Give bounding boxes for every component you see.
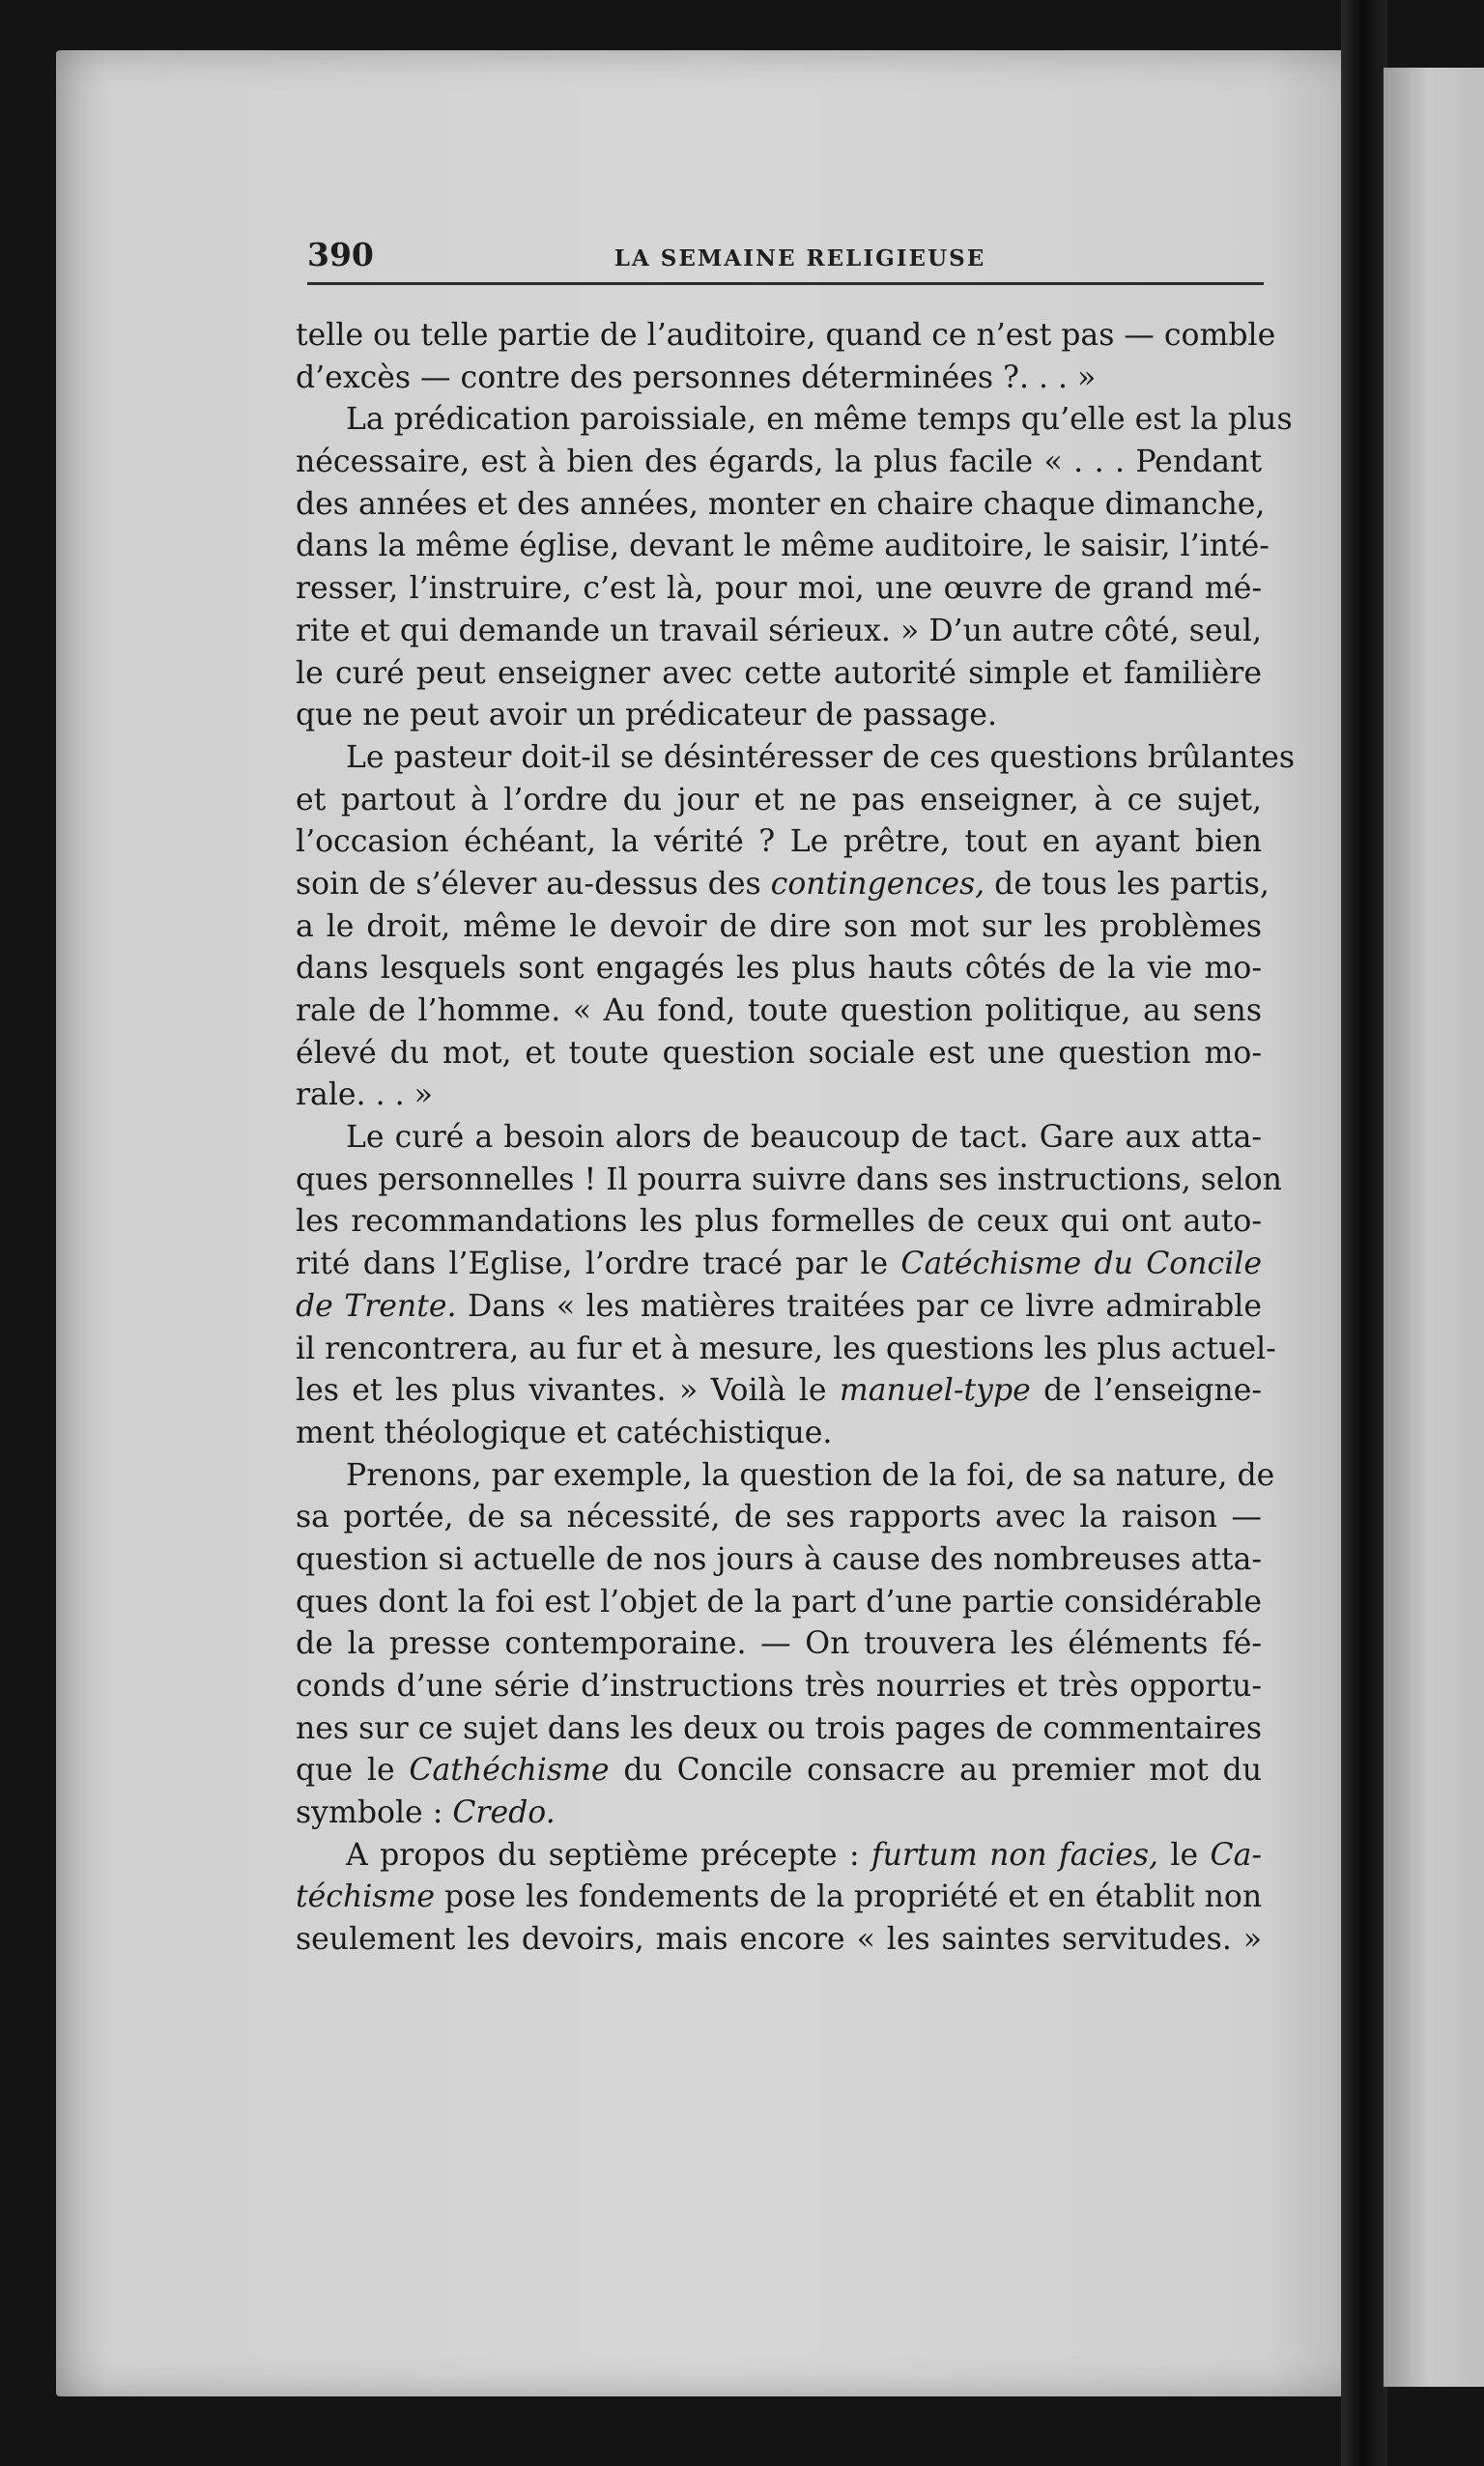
text-line: d’excès — contre des personnes déterminées ?. . . » bbox=[296, 359, 1097, 395]
adjacent-page-edge bbox=[1384, 68, 1484, 2387]
text-line: de la presse contemporaine. — On trouvera les éléments fé- bbox=[296, 1626, 1262, 1662]
text-line: dans lesquels sont engagés les plus hauts côtés de la vie mo- bbox=[296, 951, 1262, 987]
italic-run: contingences, bbox=[770, 866, 985, 902]
text-line: ques dont la foi est l’objet de la part d’une partie considérable bbox=[296, 1584, 1262, 1620]
text-line: ques personnelles ! Il pourra suivre dans ses instructions, selon bbox=[296, 1161, 1282, 1197]
text-line bbox=[296, 1750, 1262, 1792]
text-line: sa portée, de sa nécessité, de ses rapports avec la raison — bbox=[296, 1500, 1262, 1535]
book-spine bbox=[1341, 0, 1387, 2466]
text-line: il rencontrera, au fur et à mesure, les questions les plus actuel- bbox=[296, 1331, 1276, 1366]
text-line: nes sur ce sujet dans les deux ou trois pages de commentaires bbox=[296, 1710, 1262, 1746]
italic-run: Cathéchisme bbox=[409, 1753, 610, 1789]
text-line bbox=[296, 1792, 1262, 1835]
paragraph-4 bbox=[296, 1117, 1282, 1455]
text-line: nécessaire, est à bien des égards, la plus facile « . . . Pendant bbox=[296, 444, 1262, 480]
text-line bbox=[296, 1370, 1262, 1413]
text-line: l’occasion échéant, la vérité ? Le prêtre, tout en ayant bien bbox=[296, 824, 1262, 860]
text-run: pose les fondements de la propriété et en établit non bbox=[434, 1879, 1263, 1915]
text-line bbox=[296, 864, 1270, 906]
italic-run: Ca- bbox=[1210, 1837, 1262, 1873]
text-line: rale. . . » bbox=[296, 1077, 433, 1113]
text-line bbox=[296, 1244, 1262, 1286]
text-line bbox=[296, 1877, 1262, 1919]
text-line: seulement les devoirs, mais encore « les saintes servitudes. » bbox=[296, 1922, 1262, 1958]
italic-run: furtum non facies, bbox=[870, 1837, 1159, 1873]
running-title: LA SEMAINE RELIGIEUSE bbox=[614, 245, 986, 272]
text-line: rale de l’homme. « Au fond, toute question politique, au sens bbox=[296, 993, 1262, 1028]
text-run: Dans « les matières traitées par ce livre admirable bbox=[456, 1288, 1262, 1324]
text-line: rite et qui demande un travail sérieux. » D’un autre côté, seul, bbox=[296, 613, 1262, 648]
body-text bbox=[296, 315, 1296, 1962]
text-line: conds d’une série d’instructions très nourries et très opportu- bbox=[296, 1669, 1262, 1704]
text-line bbox=[296, 1286, 1262, 1329]
text-run: soin de s’élever au-dessus des bbox=[296, 866, 771, 902]
text-run: A propos du septième précepte : bbox=[346, 1837, 871, 1873]
text-line: question si actuelle de nos jours à cause des nombreuses atta- bbox=[296, 1541, 1262, 1577]
paragraph-2 bbox=[296, 399, 1293, 737]
text-line: Le curé a besoin alors de beaucoup de tact. Gare aux atta- bbox=[346, 1120, 1262, 1156]
text-run: symbole : bbox=[296, 1795, 453, 1831]
text-line: que ne peut avoir un prédicateur de passage. bbox=[296, 698, 997, 733]
paragraph-3 bbox=[296, 737, 1296, 1117]
text-line: et partout à l’ordre du jour et ne pas enseigner, à ce sujet, bbox=[296, 782, 1262, 817]
italic-run: manuel-type bbox=[839, 1373, 1031, 1409]
page-header bbox=[307, 236, 1264, 285]
page-number: 390 bbox=[307, 236, 374, 273]
paragraph-6 bbox=[296, 1835, 1262, 1962]
text-run: les et les plus vivantes. » Voilà le bbox=[296, 1373, 840, 1409]
text-line: ment théologique et catéchistique. bbox=[296, 1415, 833, 1450]
text-line: Le pasteur doit-il se désintéresser de ces questions brûlantes bbox=[346, 739, 1296, 775]
text-line: le curé peut enseigner avec cette autorité simple et familière bbox=[296, 655, 1262, 691]
text-line: des années et des années, monter en chaire chaque dimanche, bbox=[296, 486, 1266, 522]
paragraph-1 bbox=[296, 315, 1276, 399]
text-run: le bbox=[1158, 1837, 1211, 1873]
text-line: les recommandations les plus formelles de ceux qui ont auto- bbox=[296, 1204, 1262, 1240]
italic-run: Catéchisme du Concile bbox=[900, 1247, 1262, 1282]
text-run: de tous les partis, bbox=[985, 866, 1270, 902]
text-line: Prenons, par exemple, la question de la foi, de sa nature, de bbox=[346, 1457, 1275, 1493]
text-line: La prédication paroissiale, en même temps qu’elle est la plus bbox=[346, 402, 1293, 438]
paragraph-5 bbox=[296, 1455, 1275, 1835]
text-line: a le droit, même le devoir de dire son mot sur les problèmes bbox=[296, 908, 1262, 944]
italic-run: de Trente. bbox=[296, 1288, 457, 1324]
text-run: rité dans l’Eglise, l’ordre tracé par le bbox=[296, 1247, 901, 1282]
text-run: du Concile consacre au premier mot du bbox=[609, 1753, 1262, 1789]
text-line: élevé du mot, et toute question sociale est une question mo- bbox=[296, 1035, 1262, 1071]
text-run: de l’enseigne- bbox=[1030, 1373, 1263, 1409]
italic-run: Credo. bbox=[452, 1795, 556, 1831]
text-line: dans la même église, devant le même auditoire, le saisir, l’inté- bbox=[296, 529, 1270, 564]
text-line: telle ou telle partie de l’auditoire, quand ce n’est pas — comble bbox=[296, 318, 1276, 353]
italic-run: téchisme bbox=[296, 1879, 435, 1915]
text-run: que le bbox=[296, 1753, 410, 1789]
text-line: resser, l’instruire, c’est là, pour moi, une œuvre de grand mé- bbox=[296, 571, 1262, 607]
text-line bbox=[296, 1835, 1262, 1878]
